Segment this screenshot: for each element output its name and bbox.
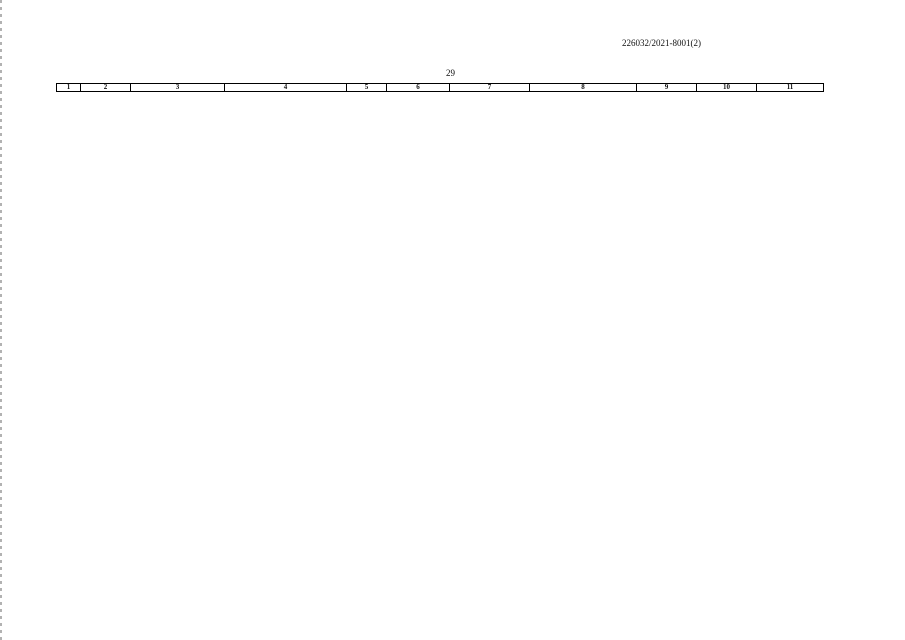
document-number: 226032/2021-8001(2) — [622, 38, 701, 48]
column-header: 5 — [347, 84, 387, 92]
column-header: 4 — [225, 84, 347, 92]
column-header: 2 — [81, 84, 131, 92]
products-table — [56, 83, 824, 92]
column-header: 11 — [757, 84, 824, 92]
column-header: 7 — [450, 84, 530, 92]
column-header: 8 — [530, 84, 637, 92]
column-header: 10 — [697, 84, 757, 92]
scan-edge-artifact — [0, 0, 2, 640]
column-header: 1 — [57, 84, 81, 92]
column-header: 3 — [131, 84, 225, 92]
page-number: 29 — [446, 68, 455, 78]
column-header: 6 — [387, 84, 450, 92]
column-header: 9 — [637, 84, 697, 92]
column-number-row — [57, 84, 824, 92]
